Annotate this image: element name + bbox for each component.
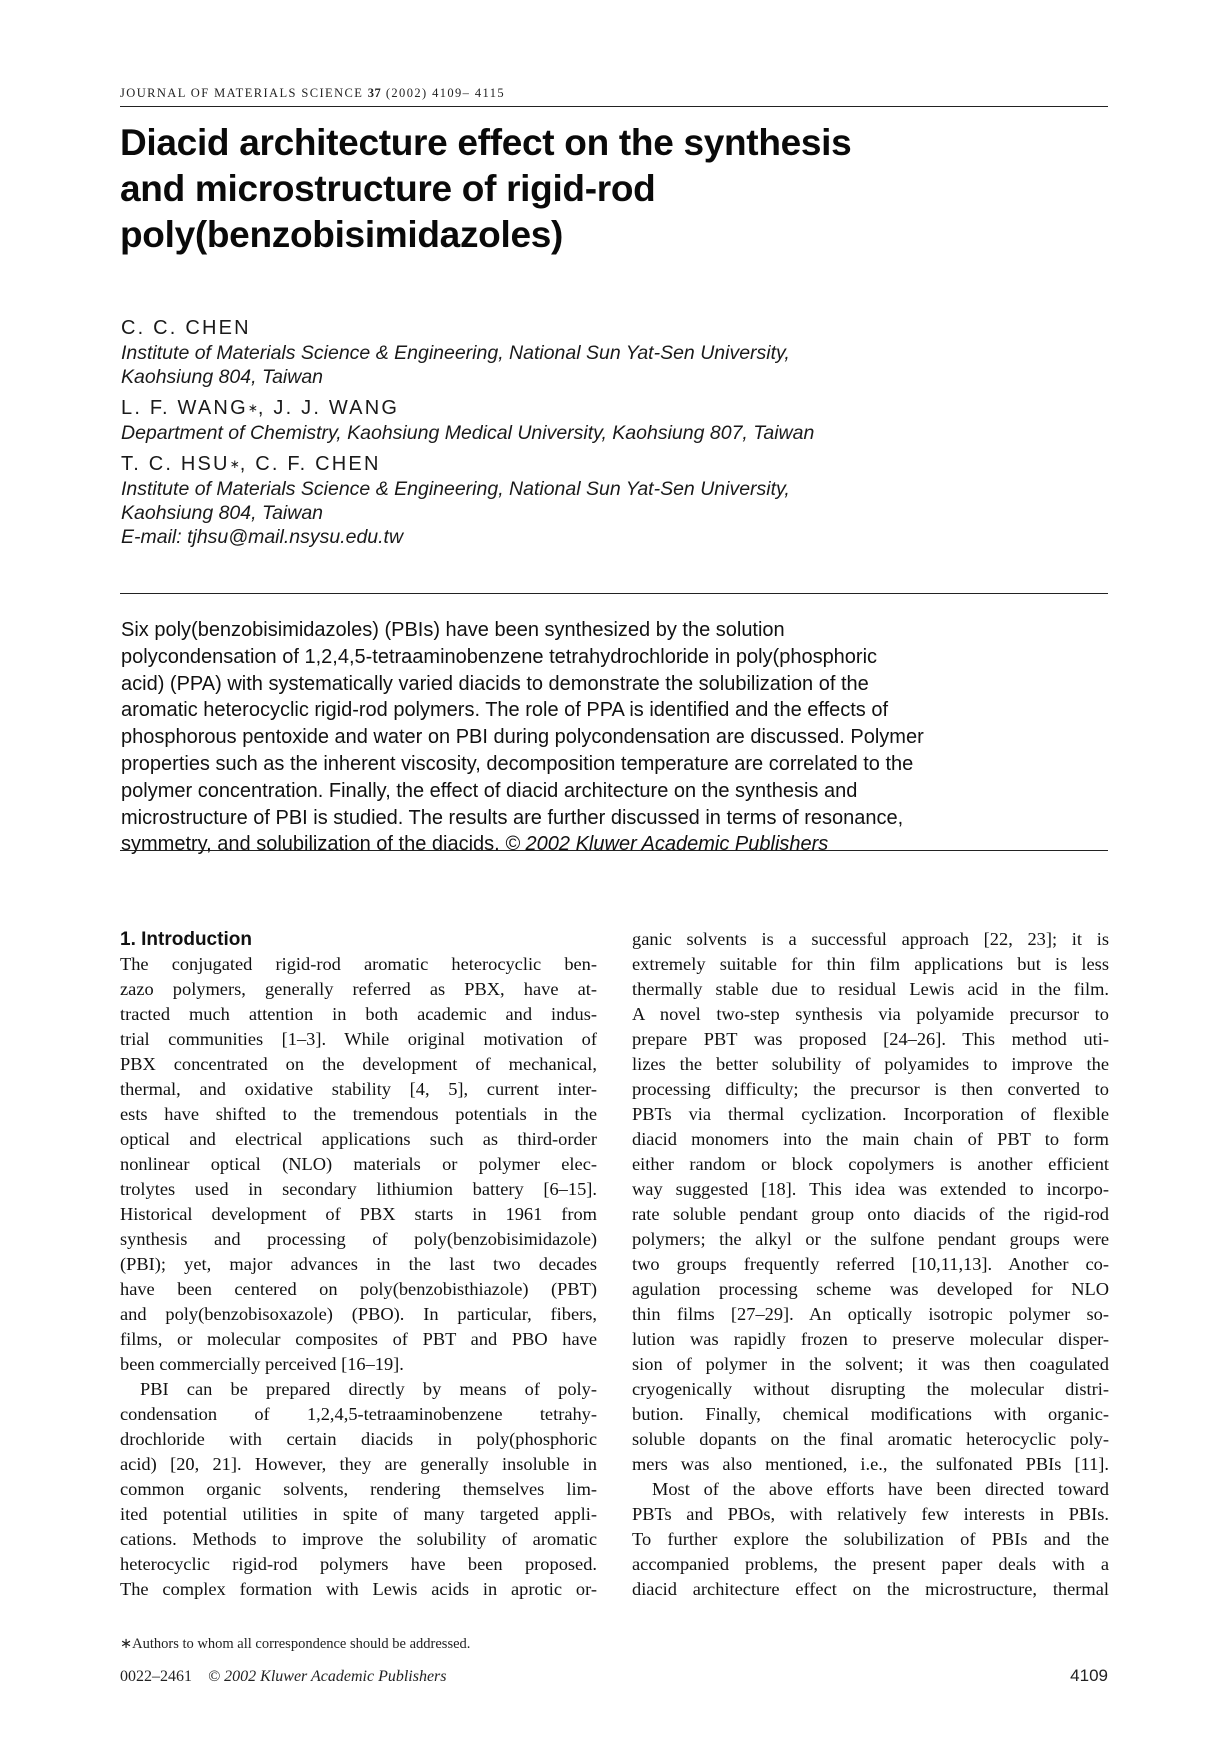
affiliation: Kaohsiung 804, Taiwan	[121, 502, 324, 524]
body-line: thermally stable due to residual Lewis acid in the film.	[632, 979, 1109, 999]
abstract-top-rule	[120, 593, 1108, 594]
body-line: ited potential utilities in spite of many targeted appli-	[120, 1504, 597, 1524]
footnote: ∗Authors to whom all correspondence should be addressed.	[120, 1636, 471, 1652]
body-line: bution. Finally, chemical modifications with organic-	[632, 1404, 1109, 1424]
body-line: ganic solvents is a successful approach [22, 23]; it is	[632, 929, 1109, 949]
abstract	[121, 617, 1111, 858]
body-line: tracted much attention in both academic and indus-	[120, 1004, 597, 1024]
affiliation: Department of Chemistry, Kaohsiung Medical University, Kaohsiung 807, Taiwan	[121, 422, 815, 444]
abstract-line: polymer concentration. Finally, the effect of diacid architecture on the synthesis and	[121, 779, 858, 802]
abstract-line	[121, 831, 1111, 858]
affiliation: Institute of Materials Science & Engineering, National Sun Yat-Sen University,	[121, 478, 790, 500]
author-name: T. C. HSU	[121, 453, 230, 475]
body-line: have been centered on poly(benzobisthiazole) (PBT)	[120, 1279, 597, 1299]
abstract-line: properties such as the inherent viscosity, decomposition temperature are correlated to the	[121, 752, 914, 775]
header-rule	[120, 106, 1108, 107]
body-line: diacid architecture effect on the microstructure, thermal	[632, 1579, 1109, 1599]
body-column-right	[632, 927, 1109, 1602]
body-line: cryogenically without disrupting the molecular distri-	[632, 1379, 1109, 1399]
email-link[interactable]: E-mail: tjhsu@mail.nsysu.edu.tw	[121, 526, 404, 548]
body-line: heterocyclic rigid-rod polymers have been proposed.	[120, 1554, 597, 1574]
body-line: cations. Methods to improve the solubility of aromatic	[120, 1529, 597, 1549]
footer-issn-copyright	[120, 1668, 447, 1686]
body-line: trolytes used in secondary lithiumion battery [6–15].	[120, 1179, 597, 1199]
affiliation: Kaohsiung 804, Taiwan	[121, 366, 324, 388]
body-line: and poly(benzobisoxazole) (PBO). In particular, fibers,	[120, 1304, 597, 1324]
body-line: acid) [20, 21]. However, they are generally insoluble in	[120, 1454, 597, 1474]
body-line: (PBI); yet, major advances in the last two decades	[120, 1254, 597, 1274]
author-name: , J. J. WANG	[257, 397, 400, 419]
affiliation: Institute of Materials Science & Engineering, National Sun Yat-Sen University,	[121, 342, 790, 364]
title-line: poly(benzobisimidazoles)	[120, 214, 564, 255]
body-column-left	[120, 927, 597, 1602]
abstract-line: aromatic heterocyclic rigid-rod polymers. The role of PPA is identified and the effects of	[121, 699, 889, 722]
section-heading: 1. Introduction	[120, 929, 252, 950]
body-line: optical and electrical applications such as third-order	[120, 1129, 597, 1149]
body-line: either random or block copolymers is another efficient	[632, 1154, 1109, 1174]
authors-section	[121, 315, 1081, 555]
body-line: processing difficulty; the precursor is then converted to	[632, 1079, 1109, 1099]
body-line: lizes the better solubility of polyamides to improve the	[632, 1054, 1109, 1074]
body-line: two groups frequently referred [10,11,13]. Another co-	[632, 1254, 1109, 1274]
corresponding-star: ∗	[229, 457, 240, 471]
body-line: diacid monomers into the main chain of PBT to form	[632, 1129, 1109, 1149]
abstract-line: phosphorous pentoxide and water on PBI during polycondensation are discussed. Polymer	[121, 726, 924, 749]
corresponding-star: ∗	[247, 401, 258, 415]
body-line: thin films [27–29]. An optically isotropic polymer so-	[632, 1304, 1109, 1324]
body-line: synthesis and processing of poly(benzobisimidazole)	[120, 1229, 597, 1249]
abstract-line: acid) (PPA) with systematically varied diacids to demonstrate the solubilization of the	[121, 672, 869, 695]
abstract-copyright: © 2002 Kluwer Academic Publishers	[505, 833, 829, 856]
body-line: To further explore the solubilization of PBIs and the	[632, 1529, 1109, 1549]
body-line: PBX concentrated on the development of mechanical,	[120, 1054, 597, 1074]
body-line: Historical development of PBX starts in 1961 from	[120, 1204, 597, 1224]
body-line: extremely suitable for thin film applications but is less	[632, 954, 1109, 974]
body-line: polymers; the alkyl or the sulfone pendant groups were	[632, 1229, 1109, 1249]
paper-title	[120, 120, 1020, 258]
abstract-bottom-rule	[120, 850, 1108, 851]
author-block	[121, 451, 1081, 549]
body-line: ests have shifted to the tremendous potentials in the	[120, 1104, 597, 1124]
page-number: 4109	[1070, 1666, 1108, 1685]
body-line: drochloride with certain diacids in poly(phosphoric	[120, 1429, 597, 1449]
body-line: condensation of 1,2,4,5-tetraaminobenzene tetrahy-	[120, 1404, 597, 1424]
body-line: nonlinear optical (NLO) materials or polymer elec-	[120, 1154, 597, 1174]
author-block	[121, 395, 1081, 445]
body-line: way suggested [18]. This idea was extended to incorpo-	[632, 1179, 1109, 1199]
body-line: mers was also mentioned, i.e., the sulfonated PBIs [11].	[632, 1454, 1109, 1474]
body-line: lution was rapidly frozen to preserve molecular disper-	[632, 1329, 1109, 1349]
title-line: Diacid architecture effect on the synthesis	[120, 122, 852, 163]
body-line: A novel two-step synthesis via polyamide precursor to	[632, 1004, 1109, 1024]
journal-volume: 37	[367, 86, 382, 100]
issn: 0022–2461	[120, 1668, 192, 1685]
body-line: accompanied problems, the present paper deals with a	[632, 1554, 1109, 1574]
body-line: zazo polymers, generally referred as PBX, have at-	[120, 979, 597, 999]
body-line: Most of the above efforts have been directed toward	[652, 1479, 1109, 1499]
body-line: PBTs via thermal cyclization. Incorporation of flexible	[632, 1104, 1109, 1124]
author-name: , C. F. CHEN	[239, 453, 381, 475]
author-block	[121, 315, 1081, 389]
author-names: C. C. CHEN	[121, 317, 251, 339]
abstract-last-text: symmetry, and solubilization of the diacids.	[121, 833, 506, 856]
body-line: trial communities [1–3]. While original motivation of	[120, 1029, 597, 1049]
abstract-line: Six poly(benzobisimidazoles) (PBIs) have been synthesized by the solution	[121, 619, 785, 641]
body-line: rate soluble pendant group onto diacids of the rigid-rod	[632, 1204, 1109, 1224]
body-line: prepare PBT was proposed [24–26]. This method uti-	[632, 1029, 1109, 1049]
body-line: been commercially perceived [16–19].	[120, 1354, 404, 1374]
body-line: The conjugated rigid-rod aromatic heterocyclic ben-	[120, 954, 597, 974]
author-name: L. F. WANG	[121, 397, 248, 419]
body-line: common organic solvents, rendering themselves lim-	[120, 1479, 597, 1499]
body-line: films, or molecular composites of PBT and PBO have	[120, 1329, 597, 1349]
title-line: and microstructure of rigid-rod	[120, 168, 656, 209]
body-line: agulation processing scheme was developed for NLO	[632, 1279, 1109, 1299]
author-names	[121, 451, 1081, 477]
body-line: PBTs and PBOs, with relatively few interests in PBIs.	[632, 1504, 1109, 1524]
author-names	[121, 395, 1081, 421]
journal-header	[120, 86, 1108, 101]
body-line: sion of polymer in the solvent; it was then coagulated	[632, 1354, 1109, 1374]
abstract-line: polycondensation of 1,2,4,5-tetraaminobenzene tetrahydrochloride in poly(phosphoric	[121, 645, 878, 668]
body-line: soluble dopants on the final aromatic heterocyclic poly-	[632, 1429, 1109, 1449]
abstract-line: microstructure of PBI is studied. The results are further discussed in terms of resonance,	[121, 806, 904, 829]
body-line: PBI can be prepared directly by means of poly-	[140, 1379, 597, 1399]
journal-year-pages: (2002) 4109– 4115	[385, 86, 505, 100]
journal-name: JOURNAL OF MATERIALS SCIENCE	[120, 86, 364, 100]
body-line: The complex formation with Lewis acids in aprotic or-	[120, 1579, 597, 1599]
footer-copyright: © 2002 Kluwer Academic Publishers	[208, 1668, 447, 1685]
body-line: thermal, and oxidative stability [4, 5], current inter-	[120, 1079, 597, 1099]
